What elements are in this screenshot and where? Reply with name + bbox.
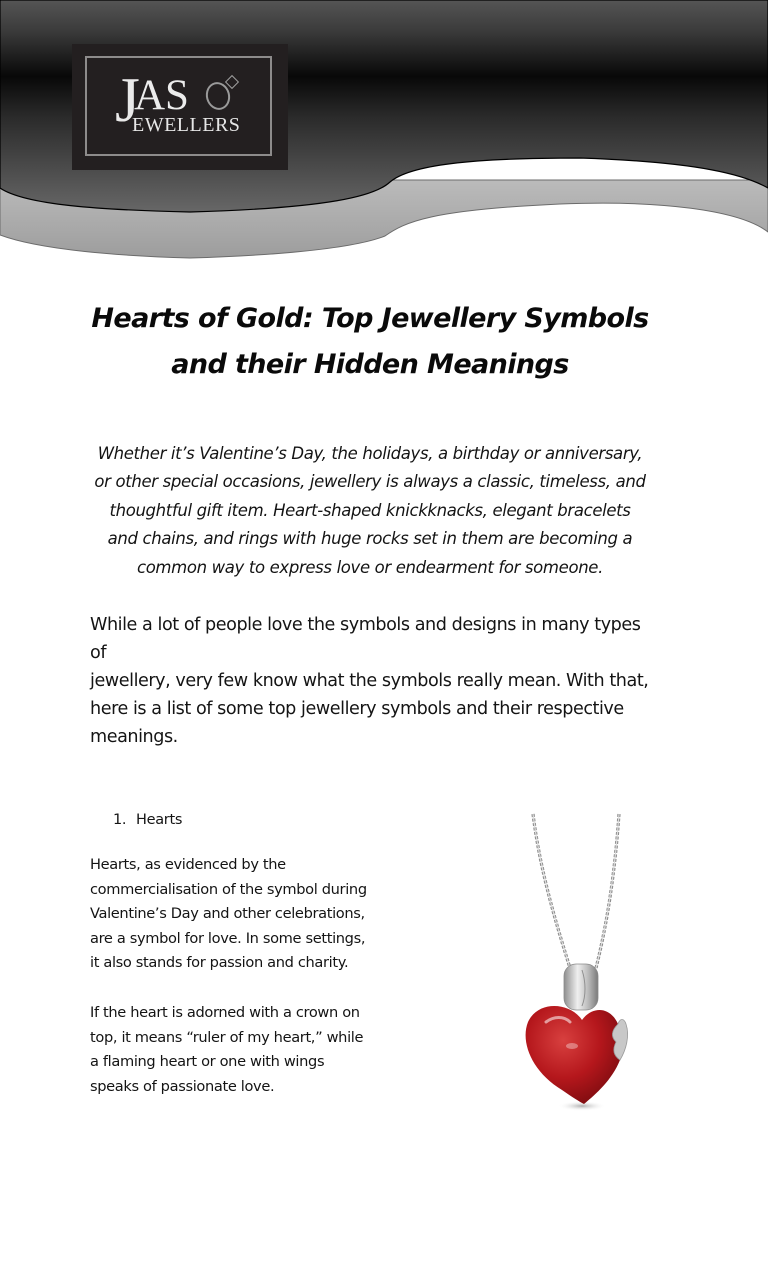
body-line: Valentine’s Day and other celebrations, [90, 905, 365, 923]
intro-line: common way to express love or endearment for someone. [136, 557, 604, 577]
title-line-2: and their Hidden Meanings [171, 349, 569, 380]
list-number: 1. [113, 812, 127, 828]
article-title [60, 296, 680, 388]
body-line: meanings. [90, 727, 178, 747]
body-line: top, it means “ruler of my heart,” while [90, 1028, 364, 1046]
intro-line: and chains, and rings with huge rocks set in them are becoming a [107, 529, 633, 549]
logo-letter-j: J [115, 64, 140, 135]
body-paragraph [90, 611, 660, 751]
body-line: here is a list of some top jewellery symbols and their respective [90, 699, 624, 719]
intro-paragraph [80, 440, 660, 582]
body-line: If the heart is adorned with a crown on [90, 1004, 360, 1021]
jaso-jewellers-logo[interactable] [72, 44, 288, 170]
intro-line: Whether it’s Valentine’s Day, the holidays, a birthday or anniversary, [97, 444, 643, 463]
title-line-1: Hearts of Gold: Top Jewellery Symbols [91, 303, 649, 334]
hearts-paragraph-2 [90, 1001, 390, 1099]
page-header [0, 0, 768, 270]
logo-letters-as: AS [134, 72, 189, 119]
body-line: Hearts, as evidenced by the [90, 856, 286, 873]
logo-wordmark-ewellers: EWELLERS [132, 114, 241, 136]
intro-line: or other special occasions, jewellery is always a classic, timeless, and [94, 472, 646, 492]
section-heading-label: Hearts [136, 812, 183, 828]
body-line: While a lot of people love the symbols and designs in many types of [90, 615, 641, 663]
body-line: speaks of passionate love. [90, 1077, 275, 1095]
body-line: commercialisation of the symbol during [90, 880, 367, 898]
body-line: are a symbol for love. In some settings, [90, 929, 366, 947]
heart-pendant-image [500, 810, 660, 1120]
intro-line: thoughtful gift item. Heart-shaped knickknacks, elegant bracelets [109, 500, 631, 520]
body-line: jewellery, very few know what the symbols really mean. With that, [90, 671, 649, 691]
hearts-paragraph-1 [90, 853, 390, 976]
body-line: it also stands for passion and charity. [90, 954, 349, 972]
section-heading-hearts [113, 809, 182, 831]
body-line: a flaming heart or one with wings [90, 1053, 325, 1071]
